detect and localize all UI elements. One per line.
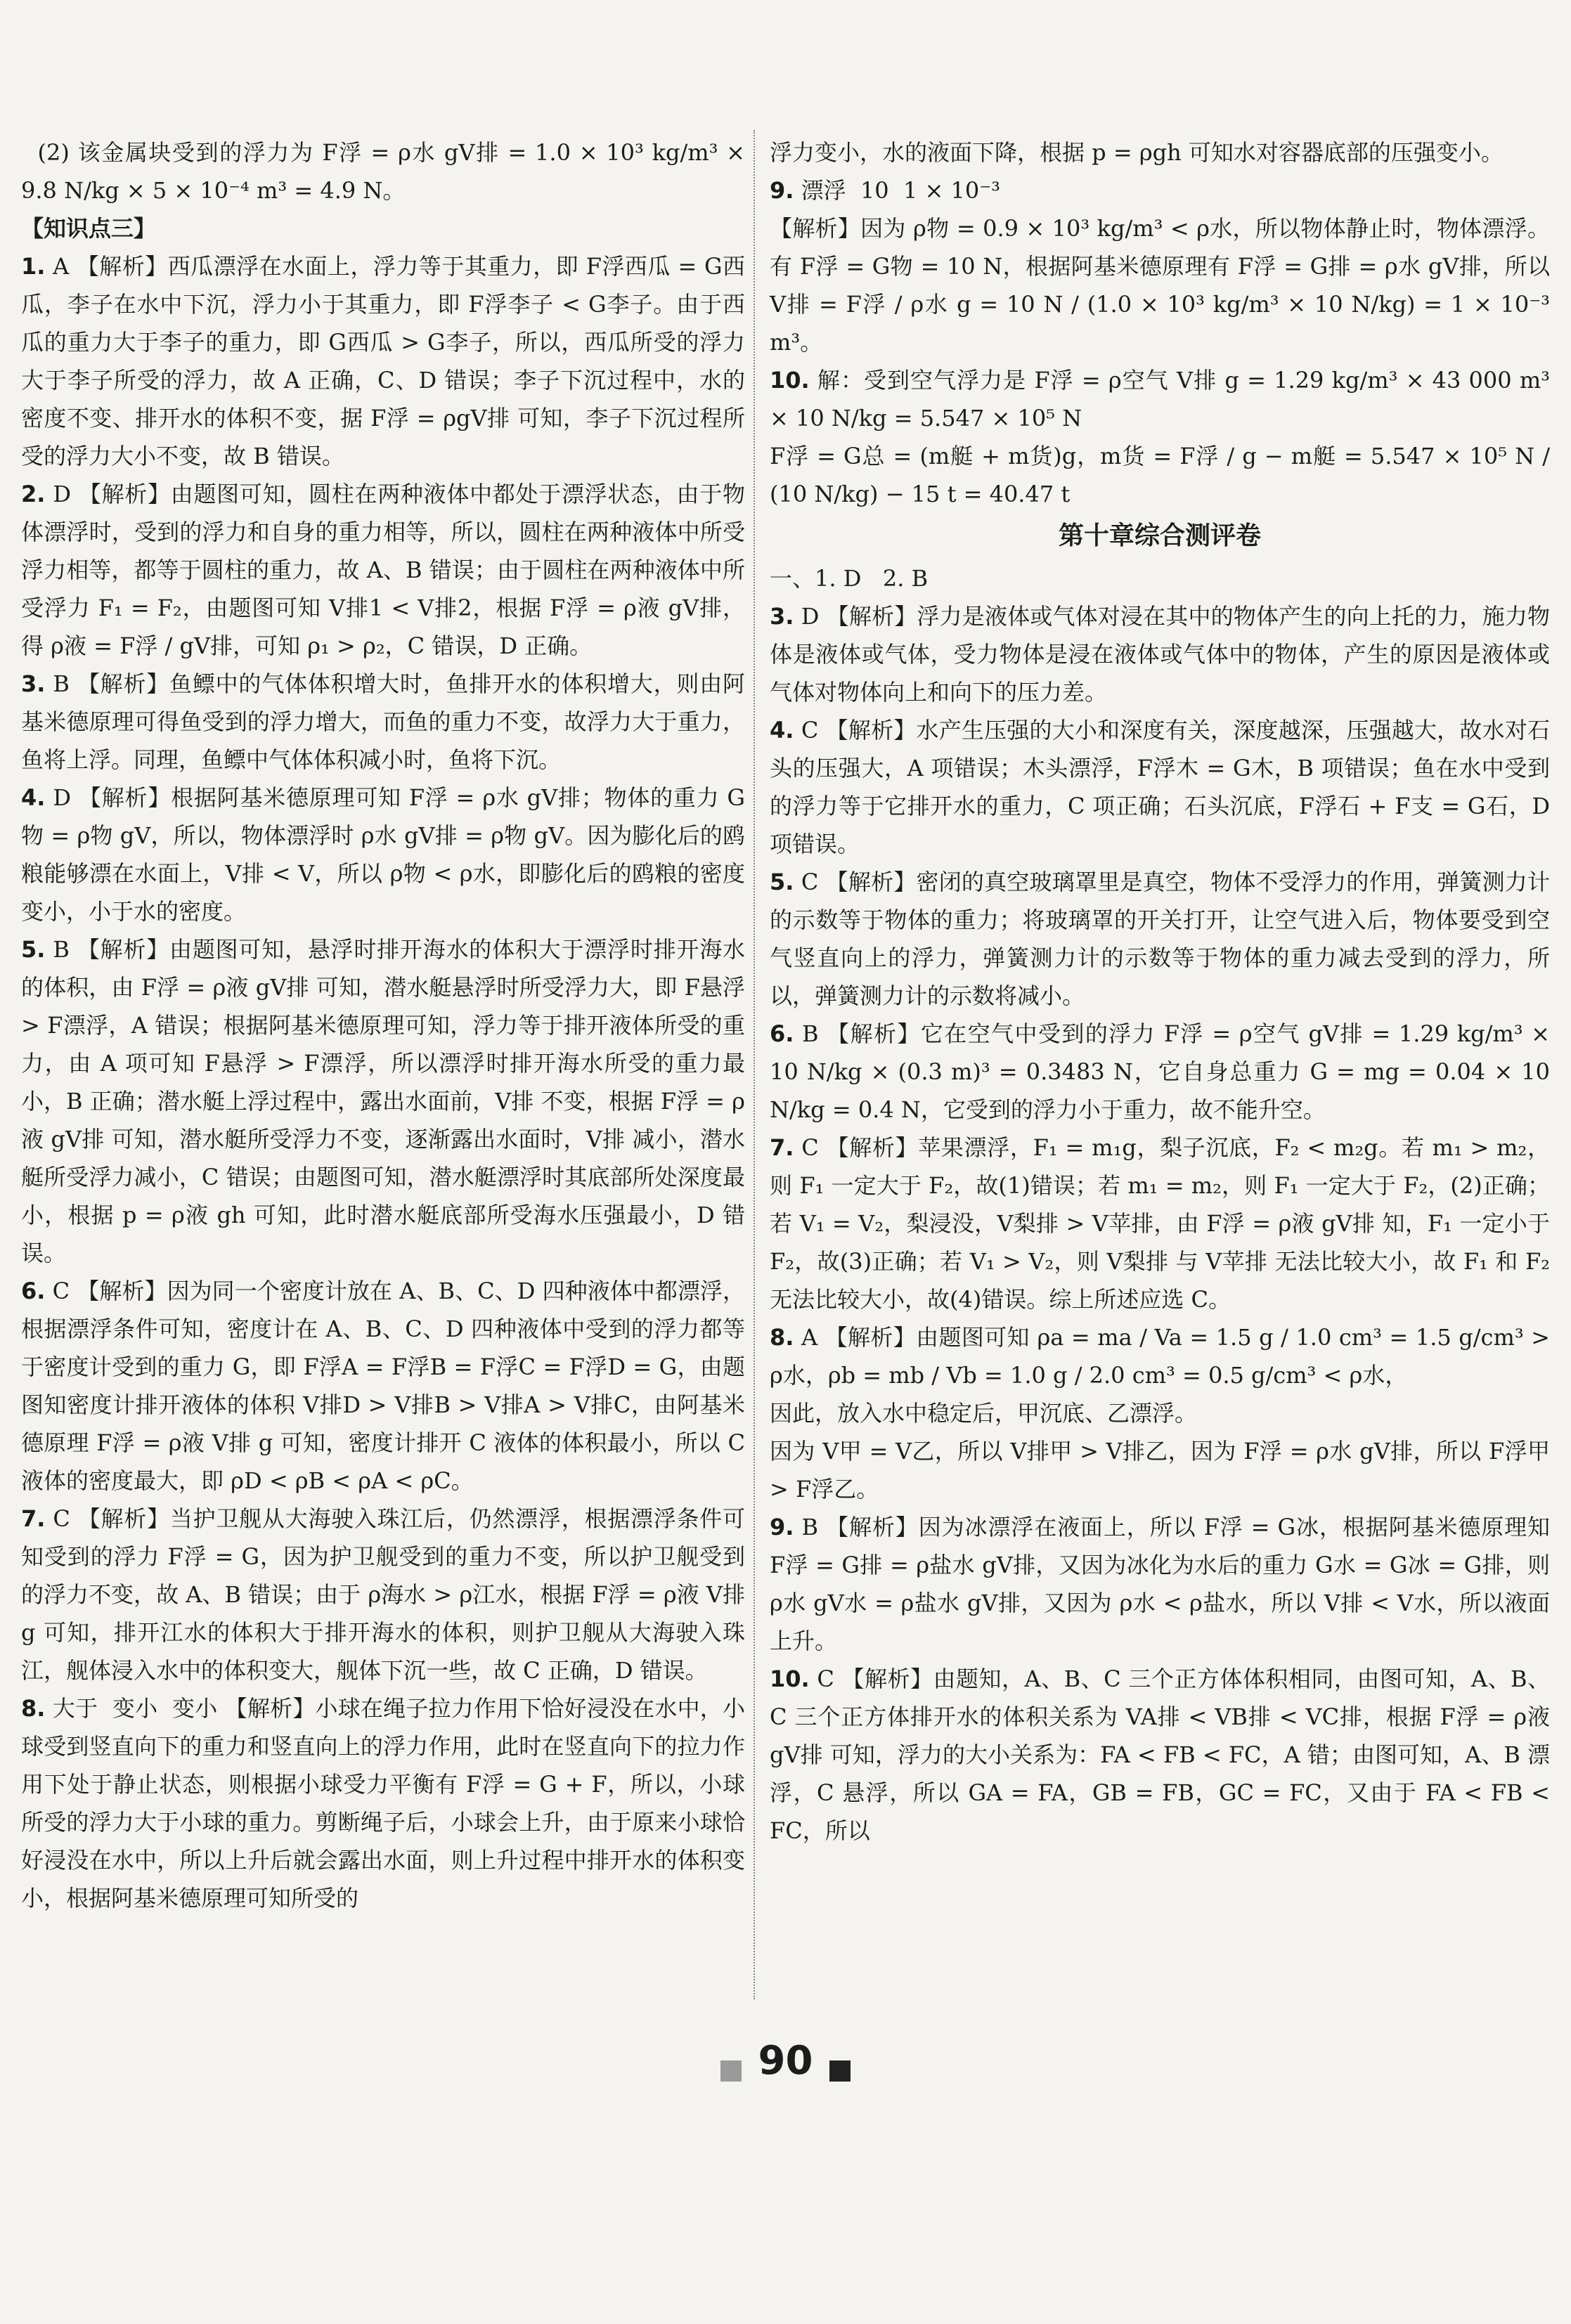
item-text: 漂浮 10 1 × 10⁻³ <box>801 177 1000 204</box>
item-text: 大于 变小 变小 【解析】小球在绳子拉力作用下恰好浸没在水中，小球受到竖直向下的重力和竖直向上的浮力作用，此时在竖直向下的拉力作用下处于静止状态，则根据小球受力平衡有 F浮 = G + F，所以，小球所受的浮力大于小球的重力。剪断绳子后，小球会上升，由于原来小球恰好浸没在水中，所以上升后就会露出水面，则上升过程中排开水的体积变小，根据阿基米德原理可知所受的 <box>21 1695 745 1911</box>
item-text: D 【解析】浮力是液体或气体对浸在其中的物体产生的向上托的力，施力物体是液体或气体，受力物体是浸在液体或气体中的物体，产生的原因是液体或气体对物体向上和向下的压力差。 <box>770 603 1550 706</box>
item-text: C 【解析】水产生压强的大小和深度有关，深度越深，压强越大，故水对石头的压强大，A 项错误；木头漂浮，F浮木 = G木，B 项错误；鱼在水中受到的浮力等于它排开水的重力，C 项正确；石头沉底，F浮石 + F支 = G石，D 项错误。 <box>770 717 1558 857</box>
answer-item <box>21 665 745 779</box>
answer-item <box>770 1129 1558 1318</box>
item-number: 7. <box>21 1505 46 1532</box>
item-text: B 【解析】它在空气中受到的浮力 F浮 = ρ空气 gV排 = 1.29 kg/m³ × 10 N/kg × (0.3 m)³ = 0.3483 N，它自身总重力 G = mg = 0.04 × 10 N/kg = 0.4 N，它受到的浮力小于重力，故不能升空。 <box>770 1020 1558 1123</box>
item-number: 10. <box>770 1666 810 1692</box>
footer-gray-square-icon <box>720 2060 742 2082</box>
answer-item <box>770 1660 1558 1850</box>
item-number: 6. <box>21 1278 46 1304</box>
left-column <box>21 134 753 1917</box>
answer-item <box>770 1015 1558 1129</box>
item-number: 8. <box>770 1324 794 1351</box>
item-text: B 【解析】因为冰漂浮在液面上，所以 F浮 = G冰，根据阿基米德原理知 F浮 = G排 = ρ盐水 gV排，又因为冰化为水后的重力 G水 = G冰 = G排，则 ρ水 gV水 = ρ盐水 gV排，又因为 ρ水 < ρ盐水，所以 V排 < V水，所以液面上升。 <box>770 1514 1558 1654</box>
item-text: D 【解析】由题图可知，圆柱在两种液体中都处于漂浮状态，由于物体漂浮时，受到的浮力和自身的重力相等，所以，圆柱在两种液体中所受浮力相等，都等于圆柱的重力，故 A、B 错误；由于圆柱在两种液体中所受浮力 F₁ = F₂，由题图可知 V排1 < V排2，根据 F浮 = ρ液 gV排，得 ρ液 = F浮 / gV排，可知 ρ₁ > ρ₂，C 错误，D 正确。 <box>21 481 745 659</box>
column-divider <box>754 130 756 1999</box>
chapter-title: 第十章综合测评卷 <box>1058 521 1261 550</box>
answer-item <box>21 247 745 475</box>
answer-item <box>21 1500 753 1689</box>
answer-item <box>770 711 1558 863</box>
item-text: D 【解析】根据阿基米德原理可知 F浮 = ρ水 gV排；物体的重力 G物 = ρ物 gV，所以，物体漂浮时 ρ水 gV排 = ρ物 gV。因为膨化后的鸥粮能够漂在水面上，V排 < V，所以 ρ物 < ρ水，即膨化后的鸥粮的密度变小，小于水的密度。 <box>21 784 745 925</box>
answer-paragraph: 浮力变小，水的液面下降，根据 p = ρgh 可知水对容器底部的压强变小。 <box>770 139 1504 166</box>
item-number: 1. <box>21 253 46 280</box>
item-text: C 【解析】当护卫舰从大海驶入珠江后，仍然漂浮，根据漂浮条件可知受到的浮力 F浮 = G，因为护卫舰受到的重力不变，所以护卫舰受到的浮力不变，故 A、B 错误；由于 ρ海水 > ρ江水，根据 F浮 = ρ液 V排 g 可知，排开江水的体积大于排开海水的体积，则护卫舰从大海驶入珠江，舰体浸入水中的体积变大，舰体下沉一些，故 C 正确，D 错误。 <box>21 1505 753 1684</box>
answer-paragraph: 因此，放入水中稳定后，甲沉底、乙漂浮。 <box>770 1400 1198 1427</box>
page-footer <box>0 2038 1571 2084</box>
answer-item <box>21 779 745 930</box>
item-number: 2. <box>21 481 46 507</box>
item-number: 4. <box>770 717 794 744</box>
answer-paragraph: 因为 V甲 = V乙，所以 V排甲 > V排乙，因为 F浮 = ρ水 gV排，所以 F浮甲 > F浮乙。 <box>770 1438 1558 1502</box>
answer-item <box>770 1318 1558 1394</box>
answer-item <box>21 930 753 1272</box>
item-number: 9. <box>770 177 794 204</box>
answer-item <box>770 597 1550 711</box>
item-text: B 【解析】鱼鳔中的气体体积增大时，鱼排开水的体积增大，则由阿基米德原理可得鱼受到的浮力增大，而鱼的重力不变，故浮力大于重力，鱼将上浮。同理，鱼鳔中气体体积减小时，鱼将下沉。 <box>21 670 745 773</box>
answer-item <box>770 1508 1558 1660</box>
item-number: 8. <box>21 1695 46 1722</box>
answer-item <box>770 361 1558 437</box>
answer-item <box>770 863 1550 1015</box>
item-number: 3. <box>770 603 794 630</box>
answer-item <box>21 1689 745 1917</box>
item-text: A 【解析】由题图可知 ρa = ma / Va = 1.5 g / 1.0 cm³ = 1.5 g/cm³ > ρ水，ρb = mb / Vb = 1.0 g / 2.0 cm³ = 0.5 g/cm³ < ρ水， <box>770 1324 1558 1389</box>
item-number: 6. <box>770 1020 794 1047</box>
item-number: 10. <box>770 367 810 394</box>
item-text: 解：受到空气浮力是 F浮 = ρ空气 V排 g = 1.29 kg/m³ × 43 000 m³ × 10 N/kg = 5.547 × 10⁵ N <box>770 367 1558 431</box>
section-heading: 【知识点三】 <box>21 215 157 242</box>
answer-item <box>21 1272 753 1500</box>
answer-paragraph: 一、1. D 2. B <box>770 565 929 592</box>
item-number: 5. <box>770 869 794 895</box>
footer-black-square-icon <box>829 2060 851 2082</box>
item-number: 3. <box>21 670 46 697</box>
page-number: 90 <box>758 2038 813 2084</box>
item-number: 9. <box>770 1514 794 1540</box>
item-text: C 【解析】因为同一个密度计放在 A、B、C、D 四种液体中都漂浮，根据漂浮条件可知，密度计在 A、B、C、D 四种液体中受到的浮力都等于密度计受到的重力 G，即 F浮A = F浮B = F浮C = F浮D = G，由题图知密度计排开液体的体积 V排D > V排B > V排A > V排C，由阿基米德原理 F浮 = ρ液 V排 g 可知，密度计排开 C 液体的体积最小，所以 C 液体的密度最大，即 ρD < ρB < ρA < ρC。 <box>21 1278 753 1494</box>
item-number: 5. <box>21 936 46 963</box>
item-text: A 【解析】西瓜漂浮在水面上，浮力等于其重力，即 F浮西瓜 = G西瓜，李子在水中下沉，浮力小于其重力，即 F浮李子 < G李子。由于西瓜的重力大于李子的重力，即 G西瓜 > G李子，所以，西瓜所受的浮力大于李子所受的浮力，故 A 正确，C、D 错误；李子下沉过程中，水的密度不变、排开水的体积不变，据 F浮 = ρgV排 可知，李子下沉过程所受的浮力大小不变，故 B 错误。 <box>21 253 746 469</box>
answer-item <box>21 475 745 665</box>
item-number: 4. <box>21 784 46 811</box>
item-text: C 【解析】苹果漂浮，F₁ = m₁g，梨子沉底，F₂ < m₂g。若 m₁ > m₂，则 F₁ 一定大于 F₂，故(1)错误；若 m₁ = m₂，则 F₁ 一定大于 F₂，(2)正确；若 V₁ = V₂，梨浸没，V梨排 > V苹排，由 F浮 = ρ液 gV排 知，F₁ 一定小于 F₂，故(3)正确；若 V₁ > V₂，则 V梨排 与 V苹排 无法比较大小，故 F₁ 和 F₂ 无法比较大小，故(4)错误。综上所述应选 C。 <box>770 1134 1558 1313</box>
item-text: C 【解析】由题知，A、B、C 三个正方体体积相同，由图可知，A、B、C 三个正方体排开水的体积关系为 VA排 < VB排 < VC排，根据 F浮 = ρ液 gV排 可知，浮力的大小关系为：FA < FB < FC，A 错；由图可知，A、B 漂浮，C 悬浮，所以 GA = FA，GB = FB，GC = FC，又由于 FA < FB < FC，所以 <box>770 1666 1558 1844</box>
answer-item <box>770 171 1550 209</box>
answer-paragraph: F浮 = G总 = (m艇 + m货)g，m货 = F浮 / g − m艇 = 5.547 × 10⁵ N / (10 N/kg) − 15 t = 40.47 t <box>770 443 1558 507</box>
item-text: B 【解析】由题图可知，悬浮时排开海水的体积大于漂浮时排开海水的体积，由 F浮 = ρ液 gV排 可知，潜水艇悬浮时所受浮力大，即 F悬浮 > F漂浮，A 错误；根据阿基米德原理可知，浮力等于排开液体所受的重力，由 A 项可知 F悬浮 > F漂浮，所以漂浮时排开海水所受的重力最小，B 正确；潜水艇上浮过程中，露出水面前，V排 不变，根据 F浮 = ρ液 gV排 可知，潜水艇所受浮力不变，逐渐露出水面时，V排 减小，潜水艇所受浮力减小，C 错误；由题图可知，潜水艇漂浮时其底部所处深度最小，根据 p = ρ液 gh 可知，此时潜水艇底部所受海水压强最小，D 错误。 <box>21 936 753 1266</box>
item-number: 7. <box>770 1134 794 1161</box>
right-column <box>770 134 1558 1850</box>
answer-paragraph: 【解析】因为 ρ物 = 0.9 × 10³ kg/m³ < ρ水，所以物体静止时，物体漂浮。有 F浮 = G物 = 10 N，根据阿基米德原理有 F浮 = G排 = ρ水 gV排，所以 V排 = F浮 / ρ水 g = 10 N / (1.0 × 10³ kg/m³ × 10 N/kg) = 1 × 10⁻³ m³。 <box>770 215 1558 356</box>
answer-paragraph: (2) 该金属块受到的浮力为 F浮 = ρ水 gV排 = 1.0 × 10³ kg/m³ × 9.8 N/kg × 5 × 10⁻⁴ m³ = 4.9 N。 <box>21 139 753 204</box>
item-text: C 【解析】密闭的真空玻璃罩里是真空，物体不受浮力的作用，弹簧测力计的示数等于物体的重力；将玻璃罩的开关打开，让空气进入后，物体要受到空气竖直向上的浮力，弹簧测力计的示数等于物体的重力减去受到的浮力，所以，弹簧测力计的示数将减小。 <box>770 869 1551 1009</box>
